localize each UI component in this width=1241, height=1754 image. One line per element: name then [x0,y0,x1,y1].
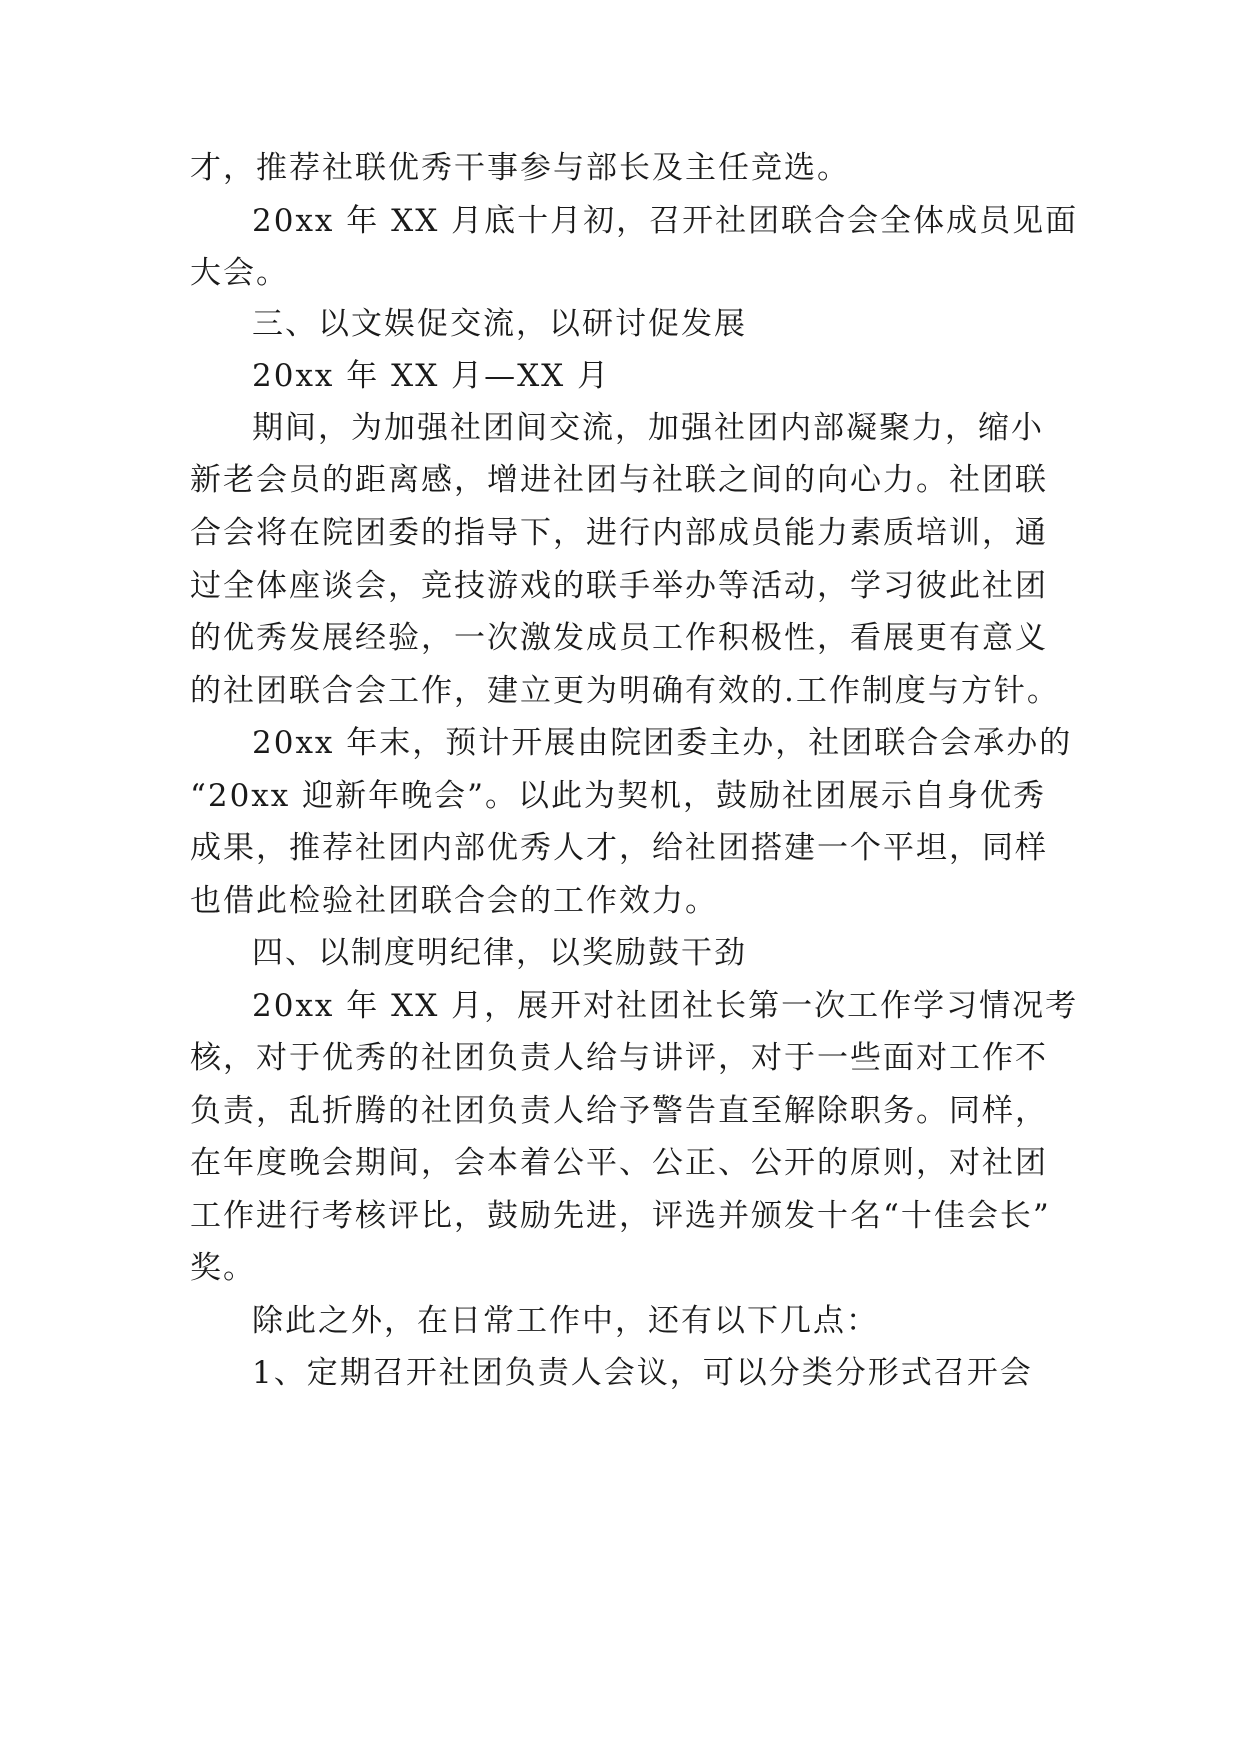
text-line: 核，对于优秀的社团负责人给与讲评，对于一些面对工作不 [190,1040,1048,1076]
text-line: 的社团联合会工作，建立更为明确有效的.工作制度与方针。 [190,673,1060,709]
section-heading: 四、以制度明纪律，以奖励鼓干劲 [252,935,747,971]
text-line: 工作进行考核评比，鼓励先进，评选并颁发十名“十佳会长” [190,1198,1051,1234]
text-line: 大会。 [190,255,289,291]
text-line: 才，推荐社联优秀干事参与部长及主任竞选。 [190,150,850,186]
section-heading: 三、以文娱促交流，以研讨促发展 [252,306,747,342]
text-line: 在年度晚会期间，会本着公平、公正、公开的原则，对社团 [190,1145,1048,1181]
text-line: 负责，乱折腾的社团负责人给予警告直至解除职务。同样， [190,1093,1048,1129]
text-line: 成果，推荐社团内部优秀人才，给社团搭建一个平坦，同样 [190,830,1048,866]
text-line: 20xx 年 XX 月底十月初，召开社团联合会全体成员见面 [252,203,1079,239]
text-line: 合会将在院团委的指导下，进行内部成员能力素质培训，通 [190,515,1048,551]
text-line: 20xx 年 XX 月—XX 月 [252,358,611,394]
text-line: 的优秀发展经验，一次激发成员工作积极性，看展更有意义 [190,620,1048,656]
text-line: 期间，为加强社团间交流，加强社团内部凝聚力，缩小 [252,410,1044,446]
text-line: 也借此检验社团联合会的工作效力。 [190,883,718,919]
text-line: “20xx 迎新年晚会”。以此为契机，鼓励社团展示自身优秀 [190,778,1046,814]
text-line: 奖。 [190,1250,256,1286]
text-line: 除此之外，在日常工作中，还有以下几点： [252,1303,879,1339]
text-line: 20xx 年 XX 月，展开对社团社长第一次工作学习情况考 [252,988,1079,1024]
text-line: 20xx 年末，预计开展由院团委主办，社团联合会承办的 [252,725,1073,761]
text-line: 过全体座谈会，竞技游戏的联手举办等活动，学习彼此社团 [190,568,1048,604]
text-line: 新老会员的距离感，增进社团与社联之间的向心力。社团联 [190,462,1048,498]
list-item: 1、定期召开社团负责人会议，可以分类分形式召开会 [252,1355,1033,1391]
